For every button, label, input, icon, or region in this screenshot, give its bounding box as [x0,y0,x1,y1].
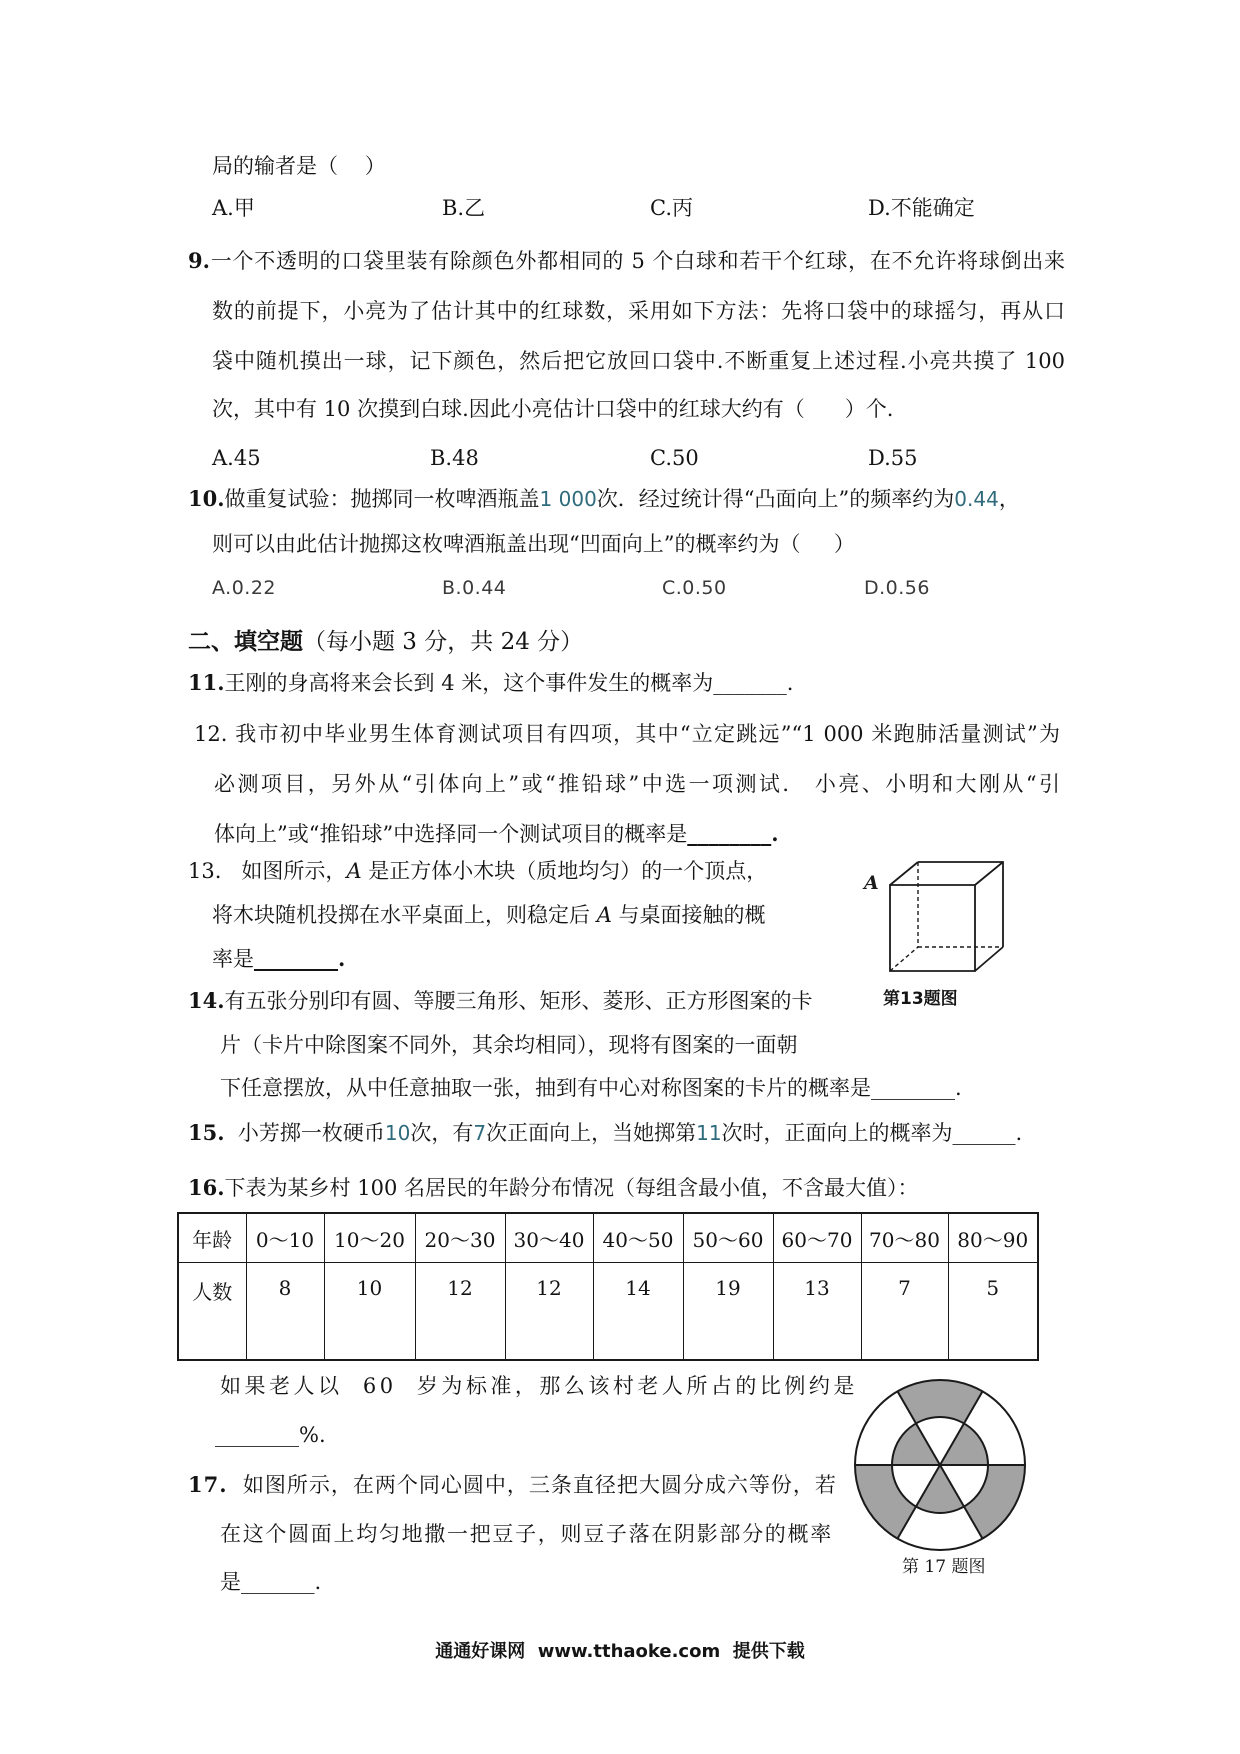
concentric-circles-figure [850,1375,1030,1555]
q9-line-2: 数的前提下，小亮为了估计其中的红球数，采用如下方法：先将口袋中的球摇匀，再从口 [212,299,1065,323]
q17-number: 17. [188,1472,228,1497]
section-title: 二、填空题 [188,628,303,655]
q11-number: 11. [188,670,225,695]
cube-figure [860,850,1020,980]
q8-option-d: D.不能确定 [868,196,975,220]
table-cell: 人数 [178,1263,246,1361]
table-header-row [178,1213,1038,1263]
table-row [178,1263,1038,1361]
q9-option-a: A.45 [212,446,261,470]
q16-line [188,1174,918,1202]
q13-text: 是正方体小木块（质地均匀）的一个顶点， [361,859,768,883]
q14-text: 有五张分别印有圆、等腰三角形、矩形、菱形、正方形图案的卡 [224,989,813,1013]
q10-text: ， [998,487,1020,511]
q10-trial-count: 1 000 [539,487,597,511]
q15-text: 次正面向上，当她掷第 [486,1121,697,1145]
q10-number: 10. [188,486,225,511]
inner-sector-bottom [916,1465,964,1513]
cube-edge [975,947,1003,971]
table-header-cell: 70～80 [861,1213,948,1263]
q10-option-b: B.0.44 [442,577,507,599]
q13-period: . [338,946,346,971]
q17-line-3: 是_______. [220,1570,322,1594]
section-note: （每小题 3 分，共 24 分） [303,629,584,655]
q10-line-1 [188,485,1020,513]
q12-text: 我市初中毕业男生体育测试项目有四项，其中“立定跳远”“1 000 米跑肺活量测试”为 [227,722,1060,746]
q12-answer-blank: ________ [687,821,772,846]
q12-number: 12. [194,722,228,746]
q17-figure-caption: 第 17 题图 [902,1557,986,1577]
q13-text: 与桌面接触的概 [611,903,766,927]
q10-option-a: A.0.22 [212,577,277,599]
q15-text: 小芳掷一枚硬币 [224,1121,385,1145]
q14-line-2: 片（卡片中除图案不同外，其余均相同），现将有图案的一面朝 [220,1033,798,1057]
q10-text: 次．经过统计得“凸面向上”的频率约为 [596,487,955,511]
q13-figure-caption: 第13题图 [883,989,958,1009]
table-header-cell: 0～10 [246,1213,324,1263]
cube-front-face [890,885,975,971]
table-header-cell: 20～30 [415,1213,505,1263]
q9-text: 一个不透明的口袋里装有除颜色外都相同的 5 个白球和若干个红球，在不允许将球倒出来 [209,249,1065,273]
q17-text: 如图所示，在两个同心圆中，三条直径把大圆分成六等份，若 [227,1473,837,1497]
q9-option-b: B.48 [430,446,479,470]
q15-next-toss: 11 [696,1121,722,1145]
q13-line-3 [212,945,345,973]
q10-line-2: 则可以由此估计抛掷这枚啤酒瓶盖出现“凹面向上”的概率约为（ ） [212,532,855,556]
q16-number: 16. [188,1175,225,1200]
q17-line-1 [188,1471,837,1499]
section-heading [188,626,583,658]
q15-number: 15. [188,1120,225,1145]
q13-text: 将木块随机投掷在水平桌面上，则稳定后 [212,903,597,927]
table-cell: 14 [593,1263,683,1361]
q13-vertex-a: A [596,903,612,927]
q16-text: 下表为某乡村 100 名居民的年龄分布情况（每组含最小值，不含最大值）： [224,1176,919,1200]
q16-follow-up-line-1: 如果老人以 60 岁为标准，那么该村老人所占的比例约是 [220,1374,858,1398]
table-header-cell: 60～70 [773,1213,861,1263]
q15-heads-count: 7 [473,1121,487,1145]
q8-option-b: B.乙 [442,196,486,220]
table-cell: 19 [683,1263,773,1361]
q13-answer-blank: ________ [254,946,338,971]
q17-line-2: 在这个圆面上均匀地撒一把豆子，则豆子落在阴影部分的概率 [220,1522,833,1546]
q14-line-1 [188,987,813,1015]
q9-number: 9. [188,248,210,273]
page-footer: 通通好课网 www.tthaoke.com 提供下载 [435,1641,805,1662]
q8-option-c: C.丙 [650,196,693,220]
table-header-cell: 年龄 [178,1213,246,1263]
q15-text: 次，有 [410,1121,474,1145]
q9-line-4: 次，其中有 10 次摸到白球.因此小亮估计口袋中的红球大约有（ ）个. [212,397,894,421]
table-cell: 5 [948,1263,1038,1361]
table-header-cell: 10～20 [324,1213,415,1263]
cube-vertex-label: A [864,872,879,894]
q12-line-2: 必测项目，另外从“引体向上”或“推铅球”中选一项测试． 小亮、小明和大刚从“引 [214,772,1060,796]
inner-sector-upper-right [940,1423,988,1465]
q14-number: 14. [188,988,225,1013]
q10-frequency: 0.44 [954,487,999,511]
q12-text: 体向上”或“推铅球”中选择同一个测试项目的概率是 [214,822,688,846]
q13-text: 率是 [212,947,254,971]
q9-line-3: 袋中随机摸出一球，记下颜色，然后把它放回口袋中.不断重复上述过程.小亮共摸了 100 [212,349,1065,373]
q8-stem-tail: 局的输者是（ ） [212,154,386,178]
q15-text: 次时，正面向上的概率为______. [721,1121,1023,1145]
q16-follow-up-line-2: ________%. [215,1423,326,1447]
q8-option-a: A.甲 [212,196,255,220]
cube-edge [890,862,918,885]
q15-toss-count: 10 [384,1121,411,1145]
table-cell: 13 [773,1263,861,1361]
cube-back-edges [918,862,1003,947]
table-cell: 12 [505,1263,593,1361]
q13-line-1 [188,857,767,885]
q9-option-d: D.55 [868,446,918,470]
q13-number: 13. [188,859,222,883]
q13-text: 如图所示， [221,859,347,883]
table-cell: 12 [415,1263,505,1361]
q11-text: 王刚的身高将来会长到 4 米，这个事件发生的概率为_______. [224,671,794,695]
table-header-cell: 30～40 [505,1213,593,1263]
table-cell: 10 [324,1263,415,1361]
table-header-cell: 50～60 [683,1213,773,1263]
q9-line-1 [188,247,1065,275]
cube-hidden-edge [890,947,918,971]
q11-line [188,669,793,697]
q13-line-2 [212,901,766,929]
table-header-cell: 40～50 [593,1213,683,1263]
q13-vertex-a: A [346,859,362,883]
q10-text: 做重复试验：抛掷同一枚啤酒瓶盖 [224,487,540,511]
table-cell: 7 [861,1263,948,1361]
q12-period: . [771,821,779,846]
inner-sector-upper-left [892,1423,940,1465]
q10-option-d: D.0.56 [864,577,930,599]
q9-option-c: C.50 [650,446,699,470]
q14-line-3: 下任意摆放，从中任意抽取一张，抽到有中心对称图案的卡片的概率是________. [220,1076,962,1100]
q15-line [188,1119,1022,1147]
q12-line-1 [194,720,1060,748]
q10-option-c: C.0.50 [662,577,727,599]
table-header-cell: 80～90 [948,1213,1038,1263]
table-cell: 8 [246,1263,324,1361]
age-distribution-table [177,1212,1039,1361]
cube-edge [975,862,1003,885]
q12-line-3 [214,820,779,848]
